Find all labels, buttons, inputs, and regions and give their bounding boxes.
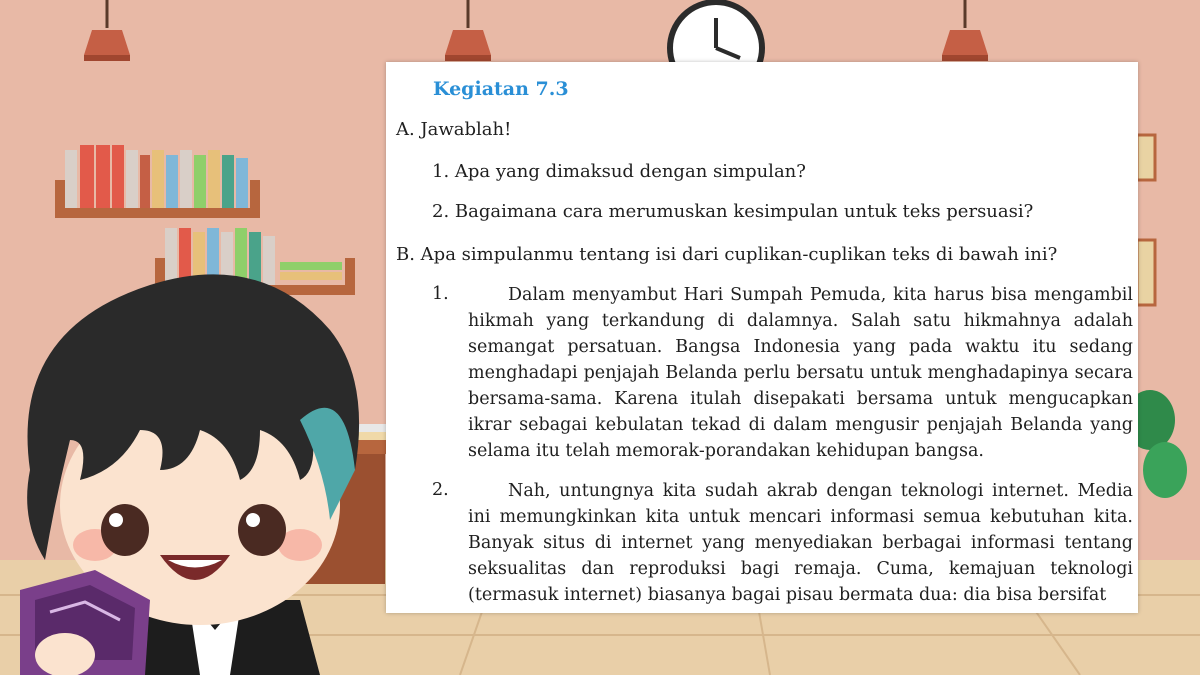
item-1-text: Dalam menyambut Hari Sumpah Pemuda, kita harus bisa mengambil hikmah yang terkandung di dalamnya. Salah satu hikmahnya adalah semangat persatuan. Bangsa Indonesia yang pada waktu itu sedang menghadapi penjajah Belanda perlu bersatu untuk menghadapinya secara bersama-sama. Karena itulah disepakati bersama untuk mengucapkan ikrar sebagai kebulatan tekad di dalam mengusir penjajah Belanda yang selama itu telah memorak-porandakan kehidupan bangsa. (468, 285, 1133, 461)
item-2-number: 2. (432, 480, 449, 500)
activity-document (386, 62, 1138, 613)
item-1-number: 1. (432, 284, 449, 304)
question-2: 2. Bagaimana cara merumuskan kesimpulan untuk teks persuasi? (432, 201, 1034, 222)
question-1: 1. Apa yang dimaksud dengan simpulan? (432, 161, 806, 182)
item-2-text: Nah, untungnya kita sudah akrab dengan teknologi internet. Media ini memungkinkan kita untuk mencari informasi semua kebutuhan kita. Banyak situs di internet yang menyediakan berbagai informasi tentang seksualitas dan reproduksi bagi remaja. Cuma, kemajuan teknologi (termasuk internet) biasanya bagai pisau bermata dua: dia bisa bersifat (468, 481, 1133, 605)
picture-frame-icon (1137, 135, 1155, 180)
section-b-label: B. Apa simpulanmu tentang isi dari cuplikan-cuplikan teks di bawah ini? (396, 244, 1058, 265)
picture-frame-icon (1137, 240, 1155, 305)
activity-title: Kegiatan 7.3 (433, 78, 569, 100)
section-a-label: A. Jawablah! (396, 119, 512, 140)
